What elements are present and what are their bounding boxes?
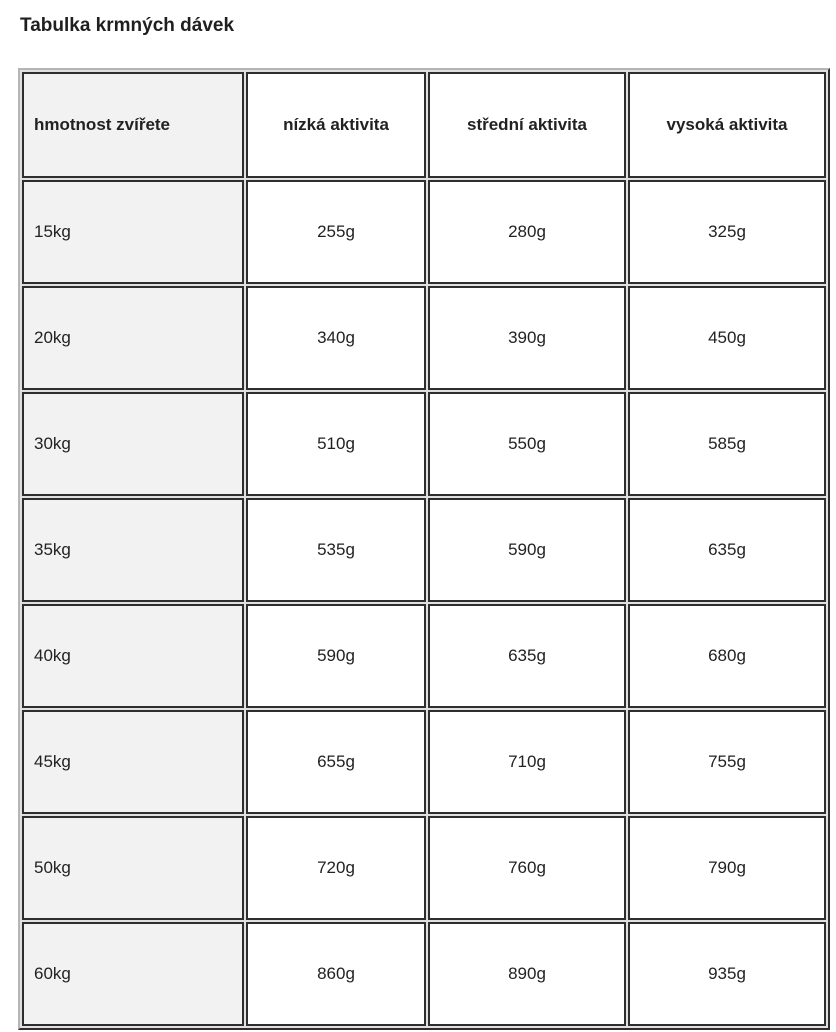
- medium-activity-cell: 590g: [428, 498, 626, 602]
- low-activity-cell: 655g: [246, 710, 426, 814]
- header-cell-high-activity: vysoká aktivita: [628, 72, 826, 178]
- low-activity-cell: 340g: [246, 286, 426, 390]
- high-activity-cell: 680g: [628, 604, 826, 708]
- table-body: [22, 180, 826, 1026]
- medium-activity-cell: 890g: [428, 922, 626, 1026]
- weight-cell: 40kg: [22, 604, 244, 708]
- medium-activity-cell: 760g: [428, 816, 626, 920]
- weight-cell: 15kg: [22, 180, 244, 284]
- weight-cell: 60kg: [22, 922, 244, 1026]
- header-cell-weight: hmotnost zvířete: [22, 72, 244, 178]
- high-activity-cell: 325g: [628, 180, 826, 284]
- low-activity-cell: 720g: [246, 816, 426, 920]
- table-row: [22, 180, 826, 284]
- weight-cell: 20kg: [22, 286, 244, 390]
- low-activity-cell: 510g: [246, 392, 426, 496]
- header-cell-low-activity: nízká aktivita: [246, 72, 426, 178]
- medium-activity-cell: 280g: [428, 180, 626, 284]
- table-row: [22, 604, 826, 708]
- header-cell-medium-activity: střední aktivita: [428, 72, 626, 178]
- medium-activity-cell: 390g: [428, 286, 626, 390]
- feeding-dose-table: [18, 68, 830, 1030]
- low-activity-cell: 255g: [246, 180, 426, 284]
- weight-cell: 45kg: [22, 710, 244, 814]
- high-activity-cell: 585g: [628, 392, 826, 496]
- weight-cell: 50kg: [22, 816, 244, 920]
- table-row: [22, 286, 826, 390]
- table-row: [22, 498, 826, 602]
- high-activity-cell: 635g: [628, 498, 826, 602]
- weight-cell: 30kg: [22, 392, 244, 496]
- medium-activity-cell: 635g: [428, 604, 626, 708]
- low-activity-cell: 535g: [246, 498, 426, 602]
- medium-activity-cell: 550g: [428, 392, 626, 496]
- header-row: [22, 72, 826, 178]
- medium-activity-cell: 710g: [428, 710, 626, 814]
- high-activity-cell: 935g: [628, 922, 826, 1026]
- high-activity-cell: 450g: [628, 286, 826, 390]
- table-row: [22, 392, 826, 496]
- high-activity-cell: 790g: [628, 816, 826, 920]
- low-activity-cell: 590g: [246, 604, 426, 708]
- page-title: Tabulka krmných dávek: [20, 15, 235, 36]
- table-row: [22, 710, 826, 814]
- low-activity-cell: 860g: [246, 922, 426, 1026]
- table-row: [22, 922, 826, 1026]
- weight-cell: 35kg: [22, 498, 244, 602]
- table-row: [22, 816, 826, 920]
- high-activity-cell: 755g: [628, 710, 826, 814]
